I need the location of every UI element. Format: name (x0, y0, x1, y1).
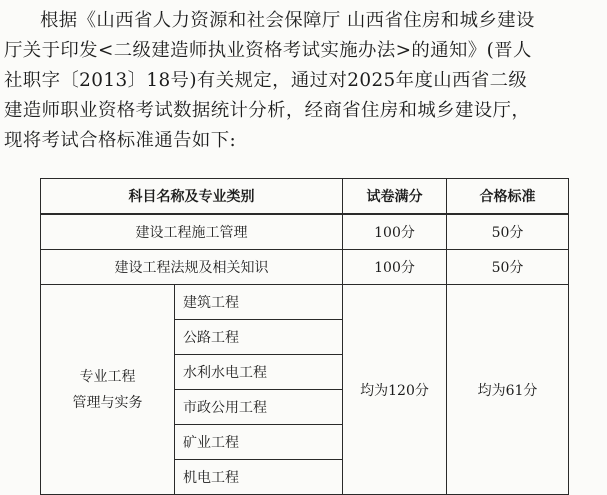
paragraph-line: 建造师职业资格考试数据统计分析，经商省住房和城乡建设厅， (4, 100, 531, 121)
paragraph-line: 社职字〔2013〕18号)有关规定，通过对2025年度山西省二级 (4, 70, 528, 91)
group-label-line2: 管理与实务 (72, 394, 143, 411)
paragraph-line: 现将考试合格标准通告如下: (4, 130, 237, 151)
passing-standards-table (40, 178, 569, 495)
table-header-row (41, 179, 569, 215)
group-pass-score: 均为61分 (447, 285, 569, 495)
specialty-item: 机电工程 (175, 460, 343, 495)
table-row (41, 214, 569, 250)
full-score-cell: 100分 (343, 250, 447, 285)
specialty-item: 市政公用工程 (175, 390, 343, 425)
group-full-score: 均为120分 (343, 285, 447, 495)
specialty-item: 水利水电工程 (175, 355, 343, 390)
header-subject: 科目名称及专业类别 (41, 179, 343, 215)
table-row (41, 250, 569, 285)
notice-paragraph (4, 6, 604, 156)
specialty-item: 建筑工程 (175, 285, 343, 320)
pass-score-cell: 50分 (447, 250, 569, 285)
header-pass-standard: 合格标准 (447, 179, 569, 215)
group-label-cell (41, 285, 175, 495)
specialty-item: 公路工程 (175, 320, 343, 355)
subject-name: 建设工程法规及相关知识 (41, 250, 343, 285)
subject-name: 建设工程施工管理 (41, 214, 343, 250)
header-full-score: 试卷满分 (343, 179, 447, 215)
pass-score-cell: 50分 (447, 214, 569, 250)
full-score-cell: 100分 (343, 214, 447, 250)
group-label-line1: 专业工程 (79, 368, 136, 385)
paragraph-line: 厅关于印发<二级建造师执业资格考试实施办法>的通知》(晋人 (4, 40, 532, 61)
paragraph-line: 根据《山西省人力资源和社会保障厅 山西省住房和城乡建设 (40, 10, 535, 31)
table-row (41, 285, 569, 320)
specialty-item: 矿业工程 (175, 425, 343, 460)
